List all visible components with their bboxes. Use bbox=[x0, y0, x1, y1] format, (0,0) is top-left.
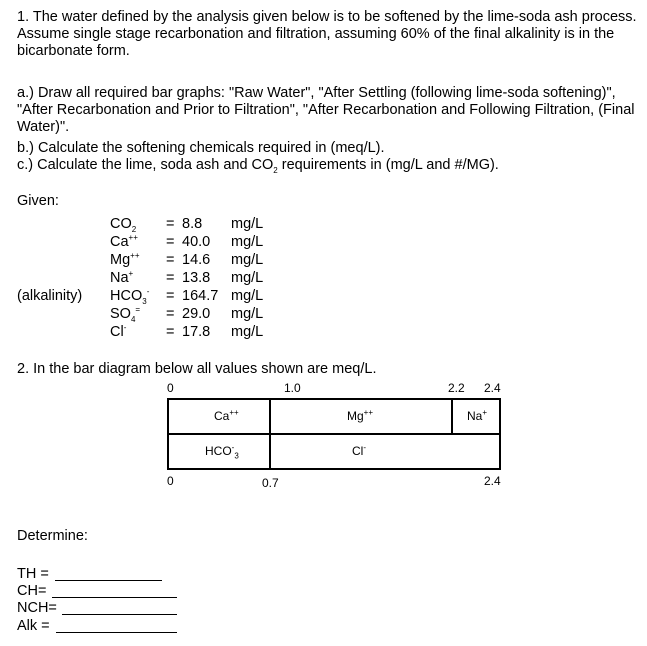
top-tick-1-0: 1.0 bbox=[284, 381, 301, 395]
ion-unit: mg/L bbox=[231, 234, 264, 250]
ion-value: 14.6 bbox=[182, 252, 211, 268]
problem-1-intro: 1. The water defined by the analysis given below is to be softened by the lime-soda ash process. Assume single stage recarbonation and filtration, assuming 60% of the final alkalinity is in the bicarbonate form. bbox=[17, 9, 637, 59]
part-c-text: c.) Calculate the lime, soda ash and $CO_2$ requirements in (mg/L and #/MG). bbox=[17, 157, 499, 175]
ion-symbol: Ca++ bbox=[110, 233, 138, 250]
bottom-tick-0: 0 bbox=[167, 474, 174, 488]
ion-value: 17.8 bbox=[182, 324, 211, 340]
ch-label: CH= bbox=[17, 583, 47, 599]
ion-symbol: Mg++ bbox=[110, 251, 140, 268]
ion-unit: mg/L bbox=[231, 324, 264, 340]
bar-label-cl: Cl- bbox=[352, 443, 367, 458]
ion-value: 29.0 bbox=[182, 306, 211, 322]
ion-value: 13.8 bbox=[182, 270, 211, 286]
part-b-text: b.) Calculate the softening chemicals required in (meq/L). bbox=[17, 140, 385, 156]
ion-unit: mg/L bbox=[231, 306, 264, 322]
nch-answer-line[interactable] bbox=[62, 614, 177, 615]
top-tick-2-4: 2.4 bbox=[484, 381, 501, 395]
ion-unit: mg/L bbox=[231, 270, 264, 286]
part-a-text: a.) Draw all required bar graphs: "Raw Water", "After Settling (following lime-soda softening)", "After Recarbonation and Prior to Filtration", "After Recarbonation and Following Filtration, (Final Water)". bbox=[17, 85, 635, 135]
ion-value: 164.7 bbox=[182, 288, 219, 304]
problem-2-intro: 2. In the bar diagram below all values shown are meq/L. bbox=[17, 361, 377, 377]
bar-label-mg: Mg++ bbox=[347, 408, 374, 423]
th-label: TH = bbox=[17, 566, 49, 582]
equals-sign: = bbox=[166, 234, 175, 250]
ion-symbol: Na+ bbox=[110, 269, 134, 286]
ion-value: 40.0 bbox=[182, 234, 211, 250]
alk-label: Alk = bbox=[17, 618, 50, 634]
equals-sign: = bbox=[166, 324, 175, 340]
alk-answer-line[interactable] bbox=[56, 632, 177, 633]
bottom-tick-2-4: 2.4 bbox=[484, 474, 501, 488]
ion-symbol: $CO_2$ bbox=[110, 216, 137, 234]
bar-label-na: Na+ bbox=[467, 408, 488, 423]
equals-sign: = bbox=[166, 252, 175, 268]
equals-sign: = bbox=[166, 270, 175, 286]
bar-label-ca: Ca++ bbox=[214, 408, 239, 423]
given-heading: Given: bbox=[17, 193, 59, 209]
th-answer-line[interactable] bbox=[55, 580, 162, 581]
top-tick-2-2: 2.2 bbox=[448, 381, 465, 395]
bottom-tick-0-7: 0.7 bbox=[262, 476, 279, 490]
ion-symbol: $HCO_3^-$ bbox=[110, 287, 150, 306]
equals-sign: = bbox=[166, 216, 175, 232]
alkalinity-label: (alkalinity) bbox=[17, 288, 83, 304]
determine-heading: Determine: bbox=[17, 528, 88, 544]
ion-symbol: Cl- bbox=[110, 323, 127, 340]
ion-unit: mg/L bbox=[231, 216, 264, 232]
ion-unit: mg/L bbox=[231, 288, 264, 304]
nch-label: NCH= bbox=[17, 600, 57, 616]
ion-symbol: $SO_4^=$ bbox=[110, 305, 141, 324]
top-tick-0: 0 bbox=[167, 381, 174, 395]
bar-segment-cl bbox=[269, 433, 501, 470]
ion-value: 8.8 bbox=[182, 216, 203, 232]
ion-unit: mg/L bbox=[231, 252, 264, 268]
equals-sign: = bbox=[166, 306, 175, 322]
ch-answer-line[interactable] bbox=[52, 597, 177, 598]
bar-label-hco3: $HCO^-_3$ bbox=[205, 443, 239, 461]
equals-sign: = bbox=[166, 288, 175, 304]
